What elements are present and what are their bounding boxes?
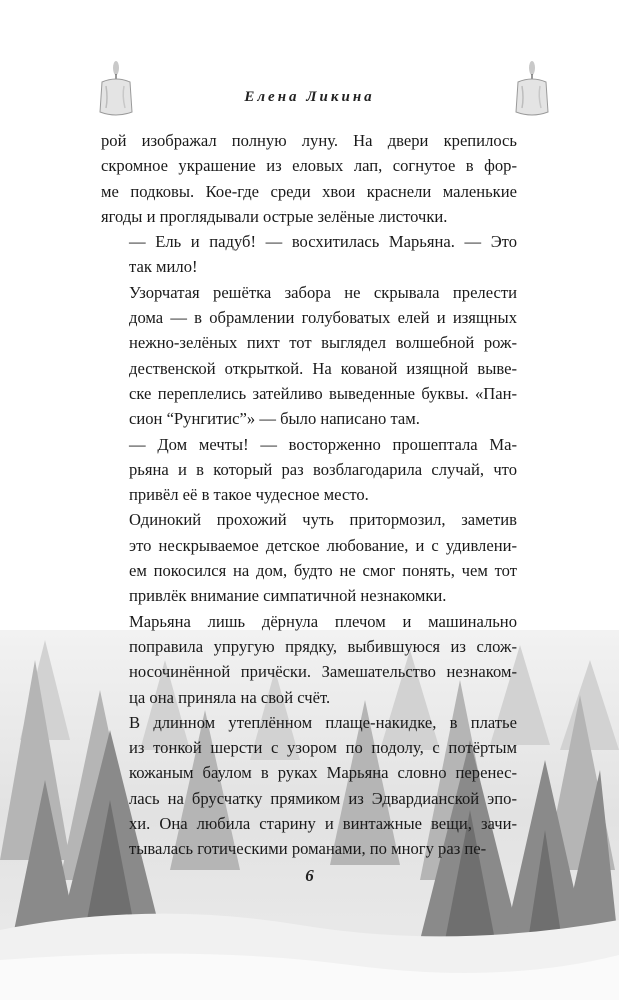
text-line: — Ель и падуб! — восхитилась Марьяна. — Это — [129, 232, 517, 252]
text-line: так мило! — [129, 257, 198, 277]
text-line: дественской открыткой. На кованой изящной выве- — [129, 358, 517, 378]
text-line: скромное украшение из еловых лап, согнутое в фор- — [101, 156, 517, 176]
text-line: ягоды и проглядывали острые зелёные листочки. — [101, 206, 448, 226]
text-line: рьяна и в который раз возблагодарила случай, что — [129, 459, 517, 479]
text-line: тывалась готическими романами, по многу раз пе- — [129, 839, 487, 859]
text-line: привлёк внимание симпатичной незнакомки. — [129, 586, 447, 606]
text-line: привёл её в такое чудесное место. — [129, 485, 369, 505]
text-line: поправила упругую прядку, выбившуюся из слож- — [129, 636, 517, 656]
text-line: ске переплелись затейливо выведенные буквы. «Пан- — [129, 383, 517, 403]
text-line: рой изображал полную луну. На двери крепилось — [101, 131, 517, 150]
text-line: В длинном утеплённом плаще-накидке, в платье — [129, 712, 517, 732]
text-line: нежно-зелёных пихт тот выглядел волшебной рож- — [129, 333, 517, 353]
paragraph — [101, 609, 517, 710]
text-line: лась на брусчатку прямиком из Эдвардианской эпо- — [129, 788, 517, 808]
paragraph — [101, 229, 517, 280]
paragraph — [101, 507, 517, 608]
text-line: это нескрываемое детское любование, и с удивлени- — [129, 535, 517, 555]
text-line: дома — в обрамлении голубоватых елей и изящных — [129, 308, 517, 328]
author-name: Елена Ликина — [244, 89, 375, 105]
paragraph — [101, 280, 517, 432]
body-text — [101, 128, 517, 862]
text-line: ме подковы. Кое-где среди хвои краснели маленькие — [101, 181, 517, 201]
text-line: ем покосился на дом, будто не смог понять, чем тот — [129, 561, 517, 581]
page-number: 6 — [305, 866, 314, 885]
text-line: хи. Она любила старину и винтажные вещи, зачи- — [129, 814, 517, 834]
text-line: Марьяна лишь дёрнула плечом и машинально — [129, 611, 517, 631]
text-line: ца она приняла на свой счёт. — [129, 687, 331, 707]
paragraph — [101, 432, 517, 508]
text-line: Одинокий прохожий чуть притормозил, заметив — [129, 510, 517, 530]
text-line: кожаным баулом в руках Марьяна словно перенес- — [129, 763, 517, 783]
text-line: Узорчатая решётка забора не скрывала прелести — [129, 282, 517, 302]
text-line: сион “Рунгитис”» — было написано там. — [129, 409, 420, 429]
text-line: носочинённой причёски. Замешательство незнаком- — [129, 662, 517, 682]
text-line: — Дом мечты! — восторженно прошептала Ма- — [129, 434, 517, 454]
paragraph — [101, 710, 517, 862]
paragraph — [101, 128, 517, 229]
text-line: из тонкой шерсти с узором по подолу, с потёртым — [129, 738, 517, 758]
running-header — [0, 88, 619, 106]
